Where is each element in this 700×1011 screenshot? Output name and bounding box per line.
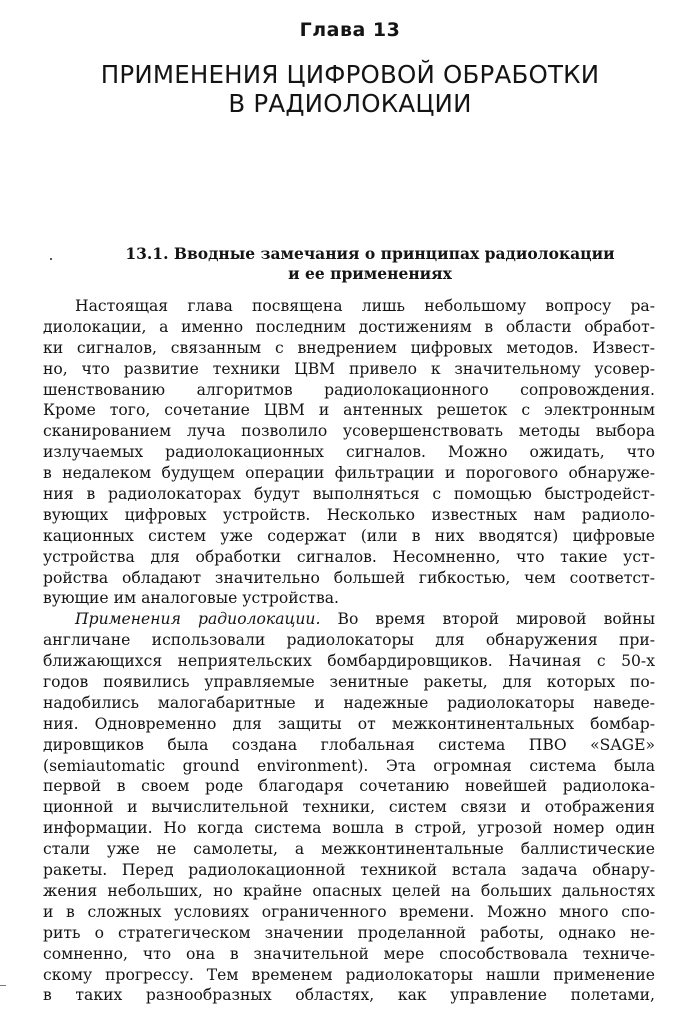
stray-print-mark	[50, 258, 52, 260]
text-line: ки сигналов, связанным с внедрением цифровых методов. Извест-	[43, 338, 655, 357]
stray-print-mark	[0, 985, 6, 986]
text-line: вующие им аналоговые устройства.	[43, 589, 339, 608]
text-line: ройства обладают значительно большей гибкостью, чем соответст-	[43, 568, 655, 587]
text-line: устройства для обработки сигналов. Несомненно, что такие уст-	[43, 547, 655, 566]
text-line: информации. Но когда система вошла в строй, угрозой номер один	[43, 819, 655, 838]
chapter-label: Глава 13	[299, 19, 401, 41]
text-line: Настоящая глава посвящена лишь небольшому вопросу ра-	[75, 297, 655, 315]
text-line: дировщиков была создана глобальная система ПВО «SAGE»	[43, 735, 655, 754]
text-line: годов появились управляемые зенитные ракеты, для которых по-	[43, 673, 655, 692]
text-line: ближающихся неприятельских бомбардировщиков. Начиная с 50-х	[43, 652, 655, 671]
text-line: вующих цифровых устройств. Несколько известных нам радиоло-	[43, 505, 655, 524]
chapter-title-line: ПРИМЕНЕНИЯ ЦИФРОВОЙ ОБРАБОТКИ	[100, 60, 600, 89]
subsection-lead: Применения радиолокации.	[75, 610, 321, 629]
section-heading	[60, 244, 680, 284]
section-heading-line: и ее применениях	[288, 264, 452, 283]
text-line: кационных систем уже содержат (или в них вводятся) цифровые	[43, 526, 655, 545]
text-line: рить о стратегическом значении проделанной работы, однако не-	[43, 923, 655, 942]
text-line: сканированием луча позволило усовершенствовать методы выбора	[43, 422, 655, 441]
text-line: и в сложных условиях ограниченного времени. Можно много спо-	[43, 902, 655, 921]
text-line: скому прогрессу. Тем временем радиолокаторы нашли применение	[43, 965, 655, 984]
text-line: ния в радиолокаторах будут выполняться с помощью быстродейст-	[43, 485, 655, 504]
text-line: стали уже не самолеты, а межконтинентальные баллистические	[43, 840, 655, 859]
section-heading-line: 13.1. Вводные замечания о принципах радиолокации	[125, 244, 615, 263]
paragraph-1	[43, 296, 655, 609]
text-line: но, что развитие техники ЦВМ привело к значительному усовер-	[43, 359, 655, 378]
text-line: излучаемых радиолокационных сигналов. Можно ожидать, что	[43, 443, 655, 462]
text-line: ракеты. Перед радиолокационной техникой встала задача обнару-	[43, 861, 655, 880]
chapter-title-line: В РАДИОЛОКАЦИИ	[228, 89, 472, 118]
text-line: Кроме того, сочетание ЦВМ и антенных решеток с электронным	[43, 401, 655, 420]
text-line: ния. Одновременно для защиты от межконтинентальных бомбар-	[43, 714, 655, 733]
text-line: первой в своем роде благодаря сочетанию новейшей радиолока-	[43, 777, 655, 796]
text-line	[43, 609, 655, 630]
text-line: шенствованию алгоритмов радиолокационного сопровождения.	[43, 380, 655, 399]
text-line: сомненно, что она в значительной мере способствовала техниче-	[43, 944, 655, 963]
text-line: диолокации, а именно последним достижениям в области обработ-	[43, 317, 655, 336]
text-line: в таких разнообразных областях, как управление полетами,	[43, 986, 655, 1005]
text-fragment: Во время второй мировой войны	[320, 610, 655, 629]
body-text	[43, 296, 655, 1006]
chapter-title	[0, 60, 700, 118]
text-line: англичане использовали радиолокаторы для обнаружения при-	[43, 631, 655, 650]
text-line: жения небольших, но крайне опасных целей на больших дальностях	[43, 881, 655, 900]
paragraph-2	[43, 609, 655, 1006]
text-line: в недалеком будущем операции фильтрации и порогового обнаруже-	[43, 464, 655, 483]
text-line: надобились малогабаритные и надежные радиолокаторы наведе-	[43, 693, 655, 712]
text-line: (semiautomatic ground environment). Эта огромная система была	[43, 756, 655, 775]
text-line: ционной и вычислительной техники, систем связи и отображения	[43, 798, 655, 817]
